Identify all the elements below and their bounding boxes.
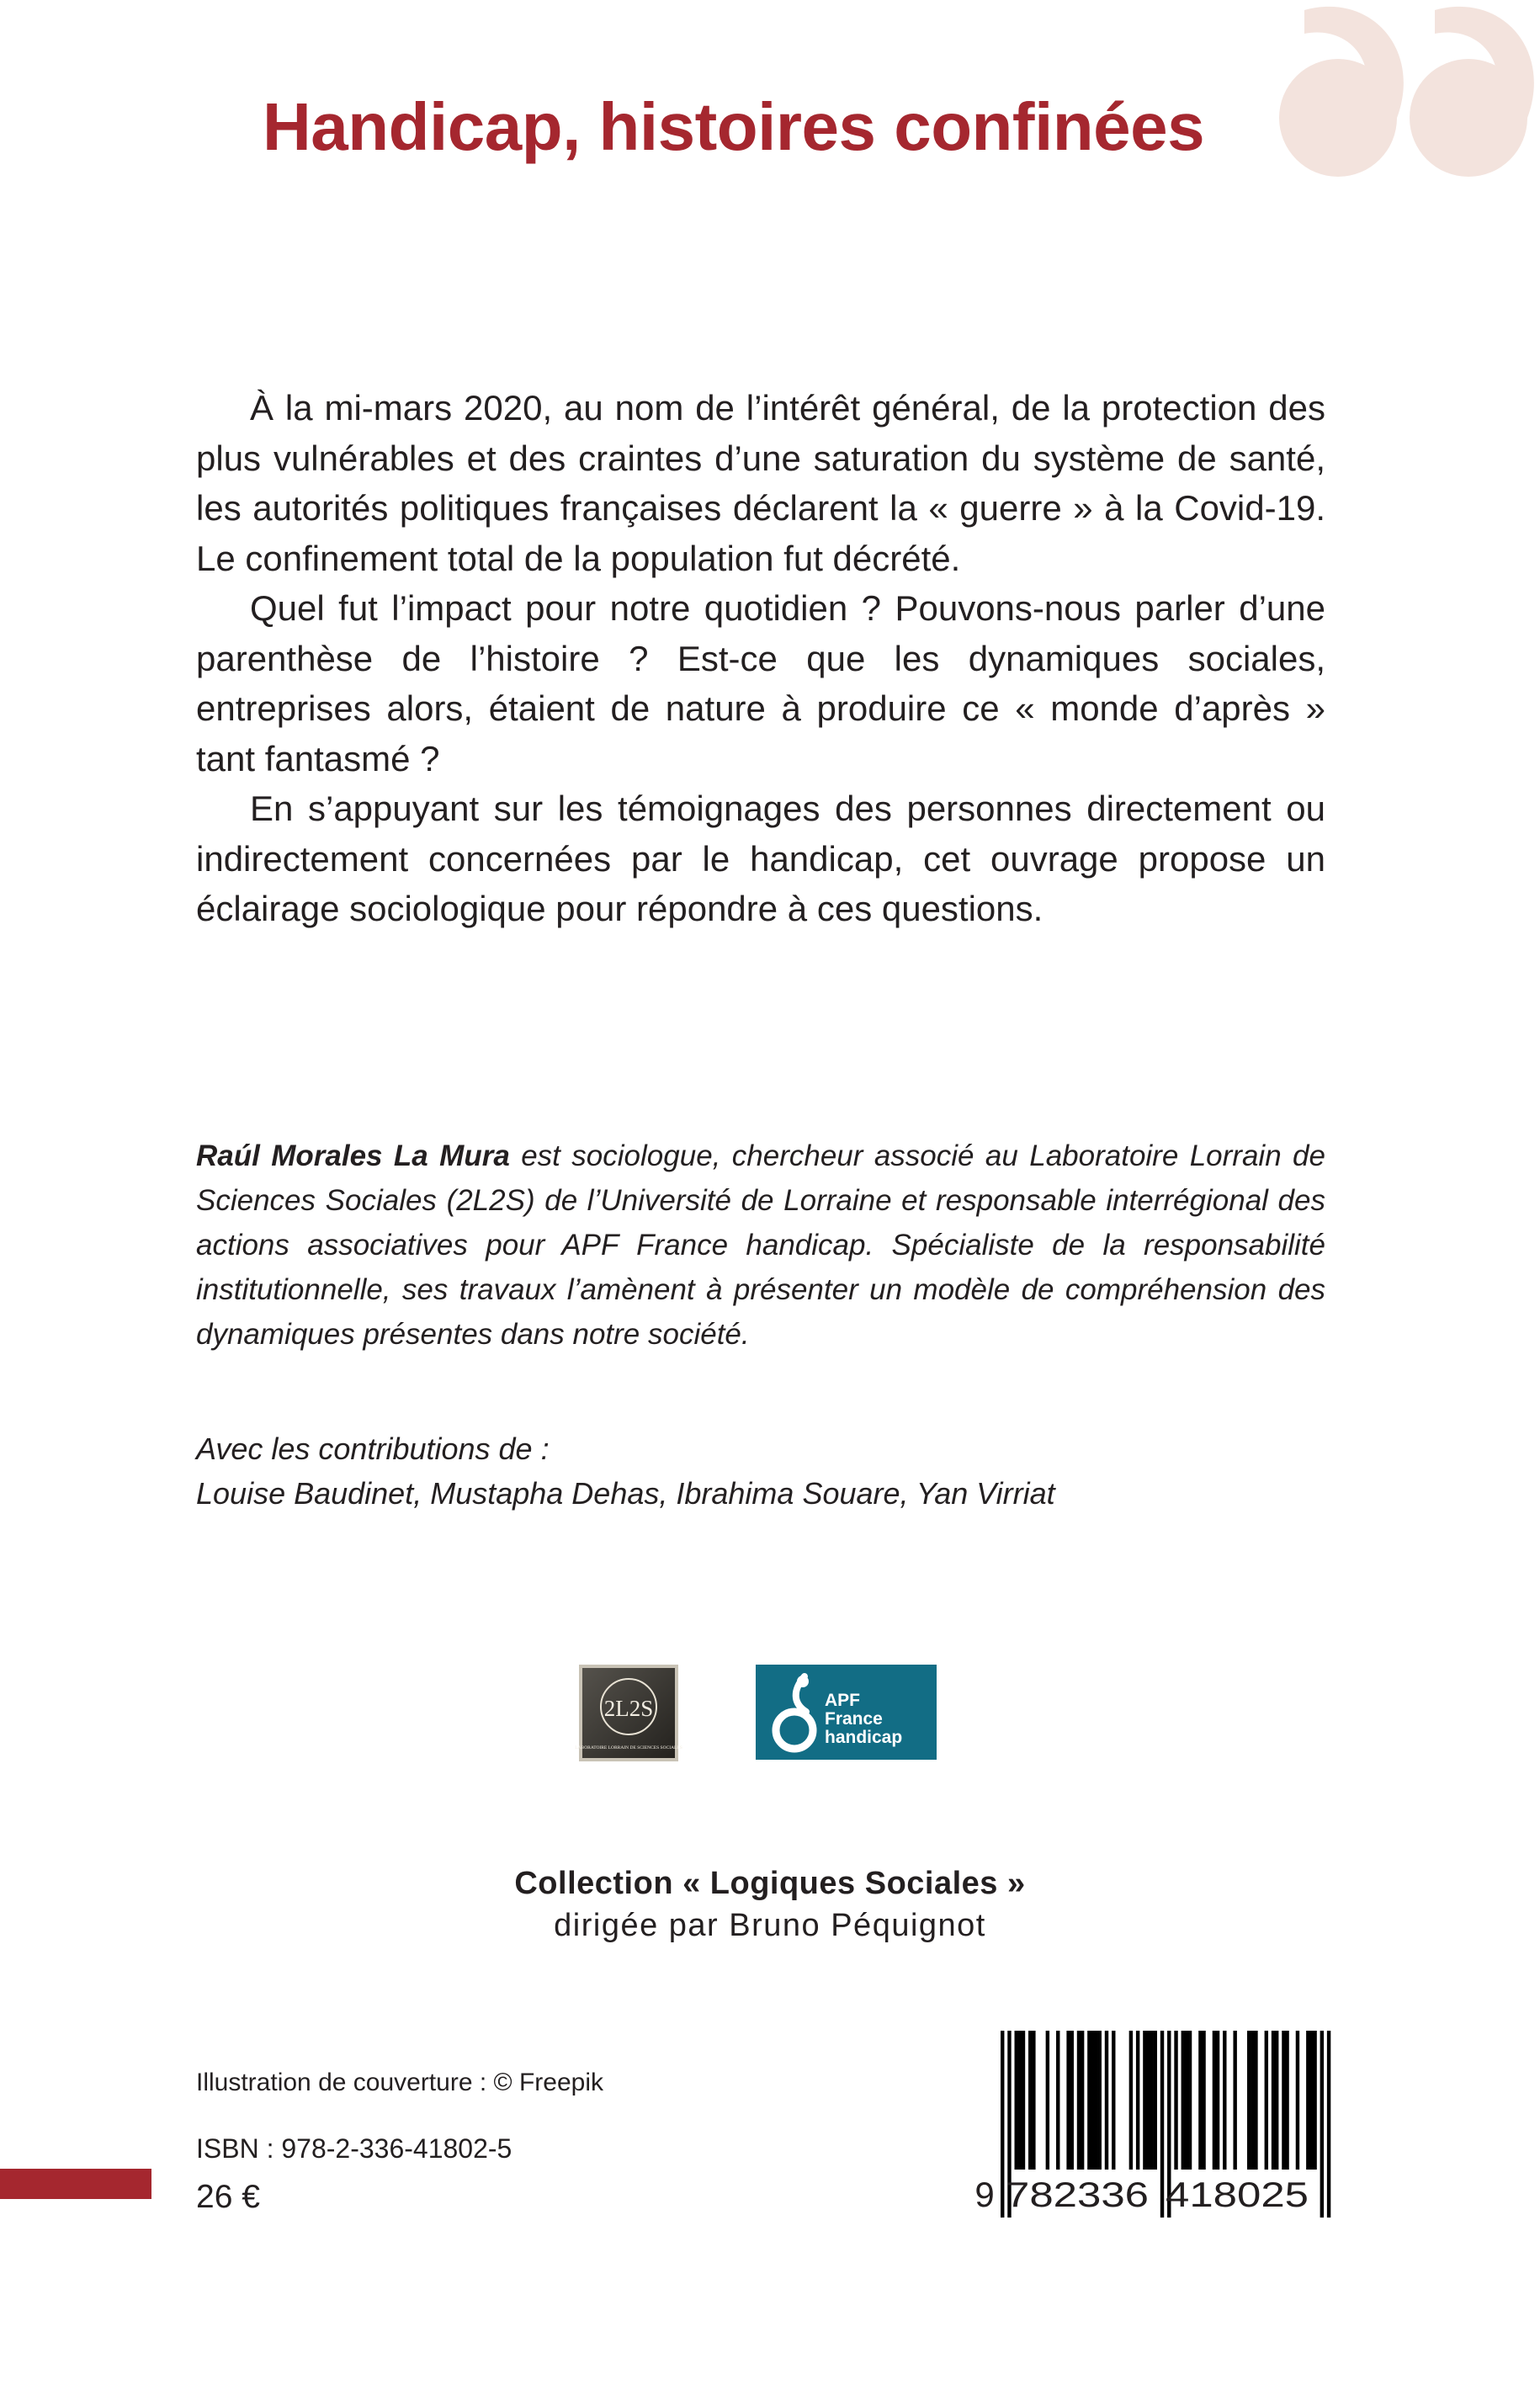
- barcode-bar: [1143, 2031, 1146, 2170]
- barcode-bar: [1146, 2031, 1150, 2170]
- barcode-bar: [1066, 2031, 1070, 2170]
- barcode-digits: [968, 2168, 1338, 2214]
- barcode-bar: [1282, 2031, 1285, 2170]
- apf-logo-line: APF: [825, 1691, 860, 1710]
- barcode-bar: [1296, 2031, 1299, 2170]
- collection-director: dirigée par Bruno Péquignot: [554, 1908, 986, 1943]
- barcode-bar: [1129, 2031, 1133, 2170]
- barcode-bar: [1154, 2031, 1157, 2170]
- barcode-bar: [1309, 2031, 1313, 2170]
- lab-logo-mark: 2L2S: [603, 1696, 654, 1721]
- barcode-bar: [1198, 2031, 1202, 2170]
- isbn: ISBN : 978-2-336-41802-5: [196, 2133, 512, 2164]
- barcode-bar: [1105, 2031, 1108, 2170]
- book-title: Handicap, histoires confinées: [263, 89, 1205, 164]
- barcode-bar: [1251, 2031, 1254, 2170]
- barcode-bar: [1028, 2031, 1032, 2170]
- barcode-bar: [1087, 2031, 1091, 2170]
- back-cover-blurb: [196, 383, 1325, 934]
- contributors-list: Louise Baudinet, Mustapha Dehas, Ibrahima Souare, Yan Virriat: [196, 1476, 1055, 1511]
- barcode-bar: [1247, 2031, 1251, 2170]
- barcode-bar: [1285, 2031, 1288, 2170]
- barcode-bar: [1233, 2031, 1236, 2170]
- barcode-bar: [1223, 2031, 1226, 2170]
- barcode-bar: [1136, 2031, 1139, 2170]
- barcode-bar: [1275, 2031, 1278, 2170]
- blurb-paragraph: À la mi-mars 2020, au nom de l’intérêt général, de la protection des plus vulnérables et des craintes d’une saturation du système de santé, les autorités politiques françaises déclarent la « guerre » à la Covid-19. Le confinement total de la population fut décrété.: [196, 388, 1325, 578]
- author-description: est sociologue, chercheur associé au Laboratoire Lorrain de Sciences Sociales (2L2S) de l’Université de Lorraine et responsable interrégional des actions associatives pour APF France handicap. Spécialiste de la responsabilité institutionnelle, ses travaux l’amènent à présenter un modèle de compréhension des dynamiques présentes dans notre société.: [196, 1139, 1325, 1351]
- barcode-bar: [1098, 2031, 1102, 2170]
- barcode-bar: [1091, 2031, 1094, 2170]
- barcode-bar: [1022, 2031, 1025, 2170]
- contributions: [196, 1426, 1055, 1516]
- barcode-left-digits: 782336: [1006, 2175, 1149, 2214]
- barcode-bar: [1174, 2031, 1177, 2170]
- barcode-bar: [1185, 2031, 1188, 2170]
- contributions-label: Avec les contributions de :: [196, 1432, 550, 1466]
- barcode-bar: [1018, 2031, 1022, 2170]
- author-bio: [196, 1134, 1325, 1357]
- barcode-bar: [1150, 2031, 1153, 2170]
- barcode-bar: [1202, 2031, 1205, 2170]
- barcode-bar: [1070, 2031, 1074, 2170]
- barcode-bar: [1188, 2031, 1192, 2170]
- blurb-paragraph: En s’appuyant sur les témoignages des personnes directement ou indirectement concernées par le handicap, cet ouvrage propose un éclairage sociologique pour répondre à ces questions.: [196, 789, 1325, 928]
- barcode-bar: [1254, 2031, 1257, 2170]
- barcode-bar: [1077, 2031, 1081, 2170]
- lab-logo-caption: LABORATOIRE LORRAIN DE SCIENCES SOCIALES: [575, 1745, 682, 1750]
- blurb-paragraph: Quel fut l’impact pour notre quotidien ? Pouvons-nous parler d’une parenthèse de l’histoire ? Est-ce que les dynamiques sociales, entreprises alors, étaient de nature à produire ce « monde d’après » tant fantasmé ?: [196, 588, 1325, 778]
- quote-mark-icon: [1254, 0, 1540, 177]
- barcode-right-digits: 418025: [1166, 2175, 1309, 2214]
- barcode-first-digit: 9: [974, 2175, 995, 2214]
- collection-name: Collection « Logiques Sociales »: [514, 1866, 1026, 1901]
- barcode-bar: [1032, 2031, 1035, 2170]
- collection-info: [0, 1862, 1540, 1947]
- barcode-bar: [1313, 2031, 1316, 2170]
- barcode-bar: [1182, 2031, 1185, 2170]
- barcode-bar: [1094, 2031, 1097, 2170]
- author-name: Raúl Morales La Mura: [196, 1139, 510, 1172]
- barcode-bar: [1272, 2031, 1275, 2170]
- barcode-bar: [1216, 2031, 1219, 2170]
- accent-bar: [0, 2169, 151, 2199]
- lab-2l2s-logo: [575, 1665, 682, 1761]
- barcode-bar: [1265, 2031, 1268, 2170]
- barcode-bar: [1046, 2031, 1049, 2170]
- barcode-bar: [1306, 2031, 1309, 2170]
- barcode-bar: [1112, 2031, 1115, 2170]
- apf-france-handicap-logo: [756, 1665, 937, 1760]
- barcode-bar: [1056, 2031, 1059, 2170]
- cover-credit: Illustration de couverture : © Freepik: [196, 2069, 603, 2096]
- price: 26 €: [196, 2179, 260, 2215]
- barcode-bar: [1081, 2031, 1084, 2170]
- apf-logo-line: handicap: [825, 1728, 903, 1747]
- apf-logo-line: France: [825, 1709, 883, 1729]
- barcode-bar: [1213, 2031, 1216, 2170]
- barcode-bar: [1015, 2031, 1018, 2170]
